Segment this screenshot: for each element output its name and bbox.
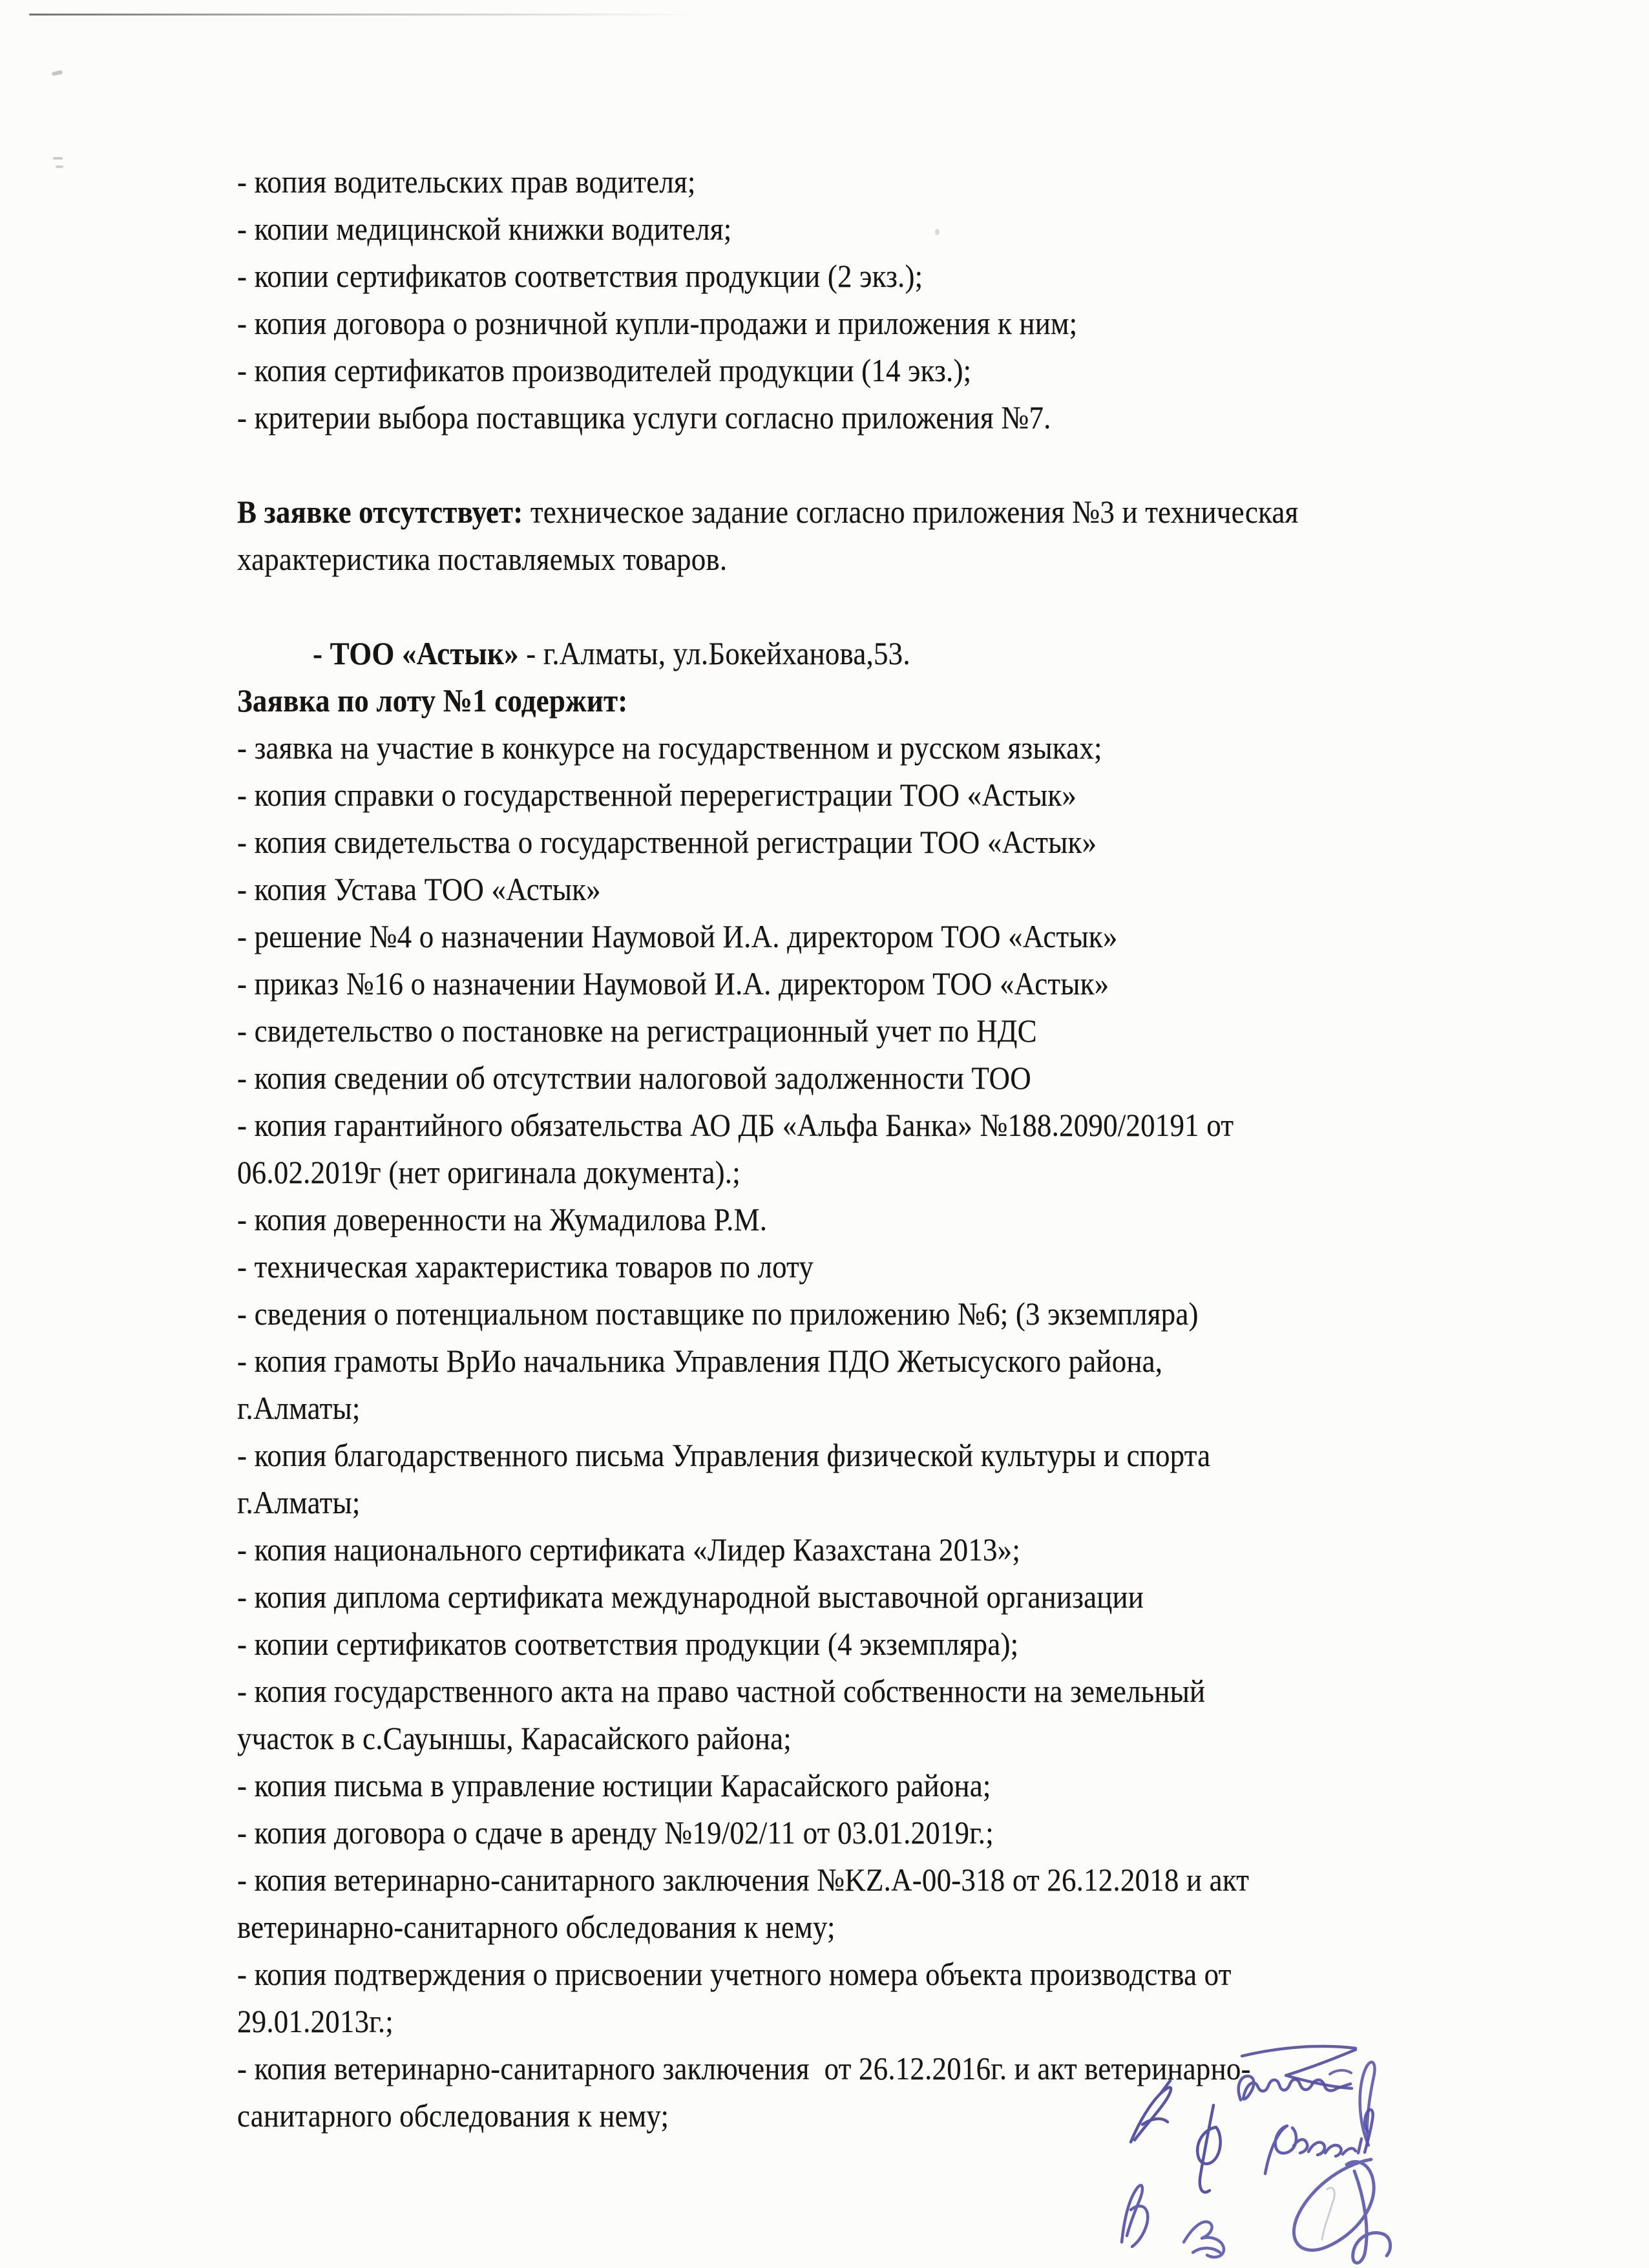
signature-tall-loop <box>1360 2062 1375 2145</box>
document-line: участок в с.Сауыншы, Карасайского района; <box>237 1720 792 1756</box>
document-line: - копия справки о государственной перерегистрации ТОО «Астык» <box>237 777 1077 813</box>
document-line: - копия государственного акта на право частной собственности на земельный <box>237 1673 1206 1709</box>
signature-initials-2 <box>1122 2185 1148 2247</box>
document-text-block <box>237 158 1423 2139</box>
document-line: - копия договора о розничной купли-продажи и приложения к ним; <box>237 305 1078 341</box>
document-line <box>237 488 1423 536</box>
document-blank-line <box>237 441 1423 488</box>
document-text: - г.Алматы, ул.Бокейханова,53. <box>518 635 910 671</box>
scan-speck <box>56 165 63 168</box>
document-line: - заявка на участие в конкурсе на государственном и русском языках; <box>237 730 1102 766</box>
document-blank-line <box>237 583 1423 630</box>
document-line: - копия доверенности на Жумадилова Р.М. <box>237 1201 768 1237</box>
document-text-bold: Заявка по лоту №1 содержит: <box>237 682 628 719</box>
document-line: - копии сертификатов соответствия продукции (4 экземпляра); <box>237 1626 1019 1662</box>
signature-initials-1 <box>1131 2081 1171 2142</box>
document-line: ветеринарно-санитарного обследования к нему; <box>237 1909 835 1945</box>
document-line: - критерии выбора поставщика услуги согласно приложения №7. <box>237 399 1051 436</box>
document-line: - свидетельство о постановке на регистрационный учет по НДС <box>237 1013 1037 1049</box>
scan-speck <box>52 70 63 76</box>
document-line: - копия Устава ТОО «Астык» <box>237 871 601 907</box>
document-line: - копия гарантийного обязательства АО ДБ «Альфа Банка» №188.2090/20191 от <box>237 1107 1234 1143</box>
signature-scribble-3 <box>1184 2221 1224 2257</box>
document-line: санитарного обследования к нему; <box>237 2097 669 2134</box>
document-line: - копия сертификатов производителей продукции (14 экз.); <box>237 352 972 388</box>
document-line: - техническая характеристика товаров по лоту <box>237 1248 814 1285</box>
document-line: - копия национального сертификата «Лидер Казахстана 2013»; <box>237 1531 1021 1568</box>
document-line: - копии сертификатов соответствия продукции (2 экз.); <box>237 258 923 294</box>
scan-speck <box>53 157 63 160</box>
document-text-bold: В заявке отсутствует: <box>237 494 523 530</box>
document-line: - копия грамоты ВрИо начальника Управления ПДО Жетысуского района, <box>237 1343 1163 1379</box>
signature-scribble-1 <box>1239 2076 1350 2100</box>
scan-edge-artifact <box>29 14 695 16</box>
document-line: г.Алматы; <box>237 1390 361 1426</box>
document-text-bold: - ТОО «Астык» <box>313 635 519 671</box>
document-text: техническое задание согласно приложения №3 и техническая <box>523 494 1299 530</box>
document-line: - копия ветеринарно-санитарного заключения №KZ.А-00-318 от 26.12.2018 и акт <box>237 1862 1250 1898</box>
document-line: характеристика поставляемых товаров. <box>237 541 728 577</box>
document-line: - копия благодарственного письма Управления физической культуры и спорта <box>237 1437 1211 1473</box>
document-line: - сведения о потенциальном поставщике по приложению №6; (3 экземпляра) <box>237 1296 1199 1332</box>
signature-scribble-1-tilde <box>1330 2070 1351 2074</box>
document-line: - копия письма в управление юстиции Карасайского района; <box>237 1767 991 1803</box>
document-line: - копия ветеринарно-санитарного заключения от 26.12.2016г. и акт ветеринарно- <box>237 2050 1251 2086</box>
document-line: - копия диплома сертификата международной выставочной организации <box>237 1579 1144 1615</box>
document-line: - копия подтверждения о присвоении учетного номера объекта производства от <box>237 1956 1232 1992</box>
document-line: г.Алматы; <box>237 1484 361 1520</box>
document-line <box>237 677 1423 724</box>
document-line: - приказ №16 о назначении Наумовой И.А. директором ТОО «Астык» <box>237 965 1109 1002</box>
document-line <box>237 630 1423 677</box>
document-line: - копия водительских прав водителя; <box>237 163 696 200</box>
document-line: 29.01.2013г.; <box>237 2003 394 2039</box>
signature-faint-stroke <box>1322 2188 1334 2240</box>
handwritten-signatures <box>1066 2016 1649 2268</box>
document-line: - решение №4 о назначении Наумовой И.А. директором ТОО «Астык» <box>237 918 1118 954</box>
document-line: - копия договора о сдаче в аренду №19/02/11 от 03.01.2019г.; <box>237 1814 994 1851</box>
document-line: - копия свидетельства о государственной регистрации ТОО «Астык» <box>237 824 1097 860</box>
document-line: 06.02.2019г (нет оригинала документа).; <box>237 1154 740 1190</box>
signature-large <box>1294 2159 1390 2263</box>
signature-initials-3 <box>1197 2105 1220 2192</box>
document-line: - копия сведении об отсутствии налоговой задолженности ТОО <box>237 1060 1031 1096</box>
document-line: - копии медицинской книжки водителя; <box>237 211 732 247</box>
